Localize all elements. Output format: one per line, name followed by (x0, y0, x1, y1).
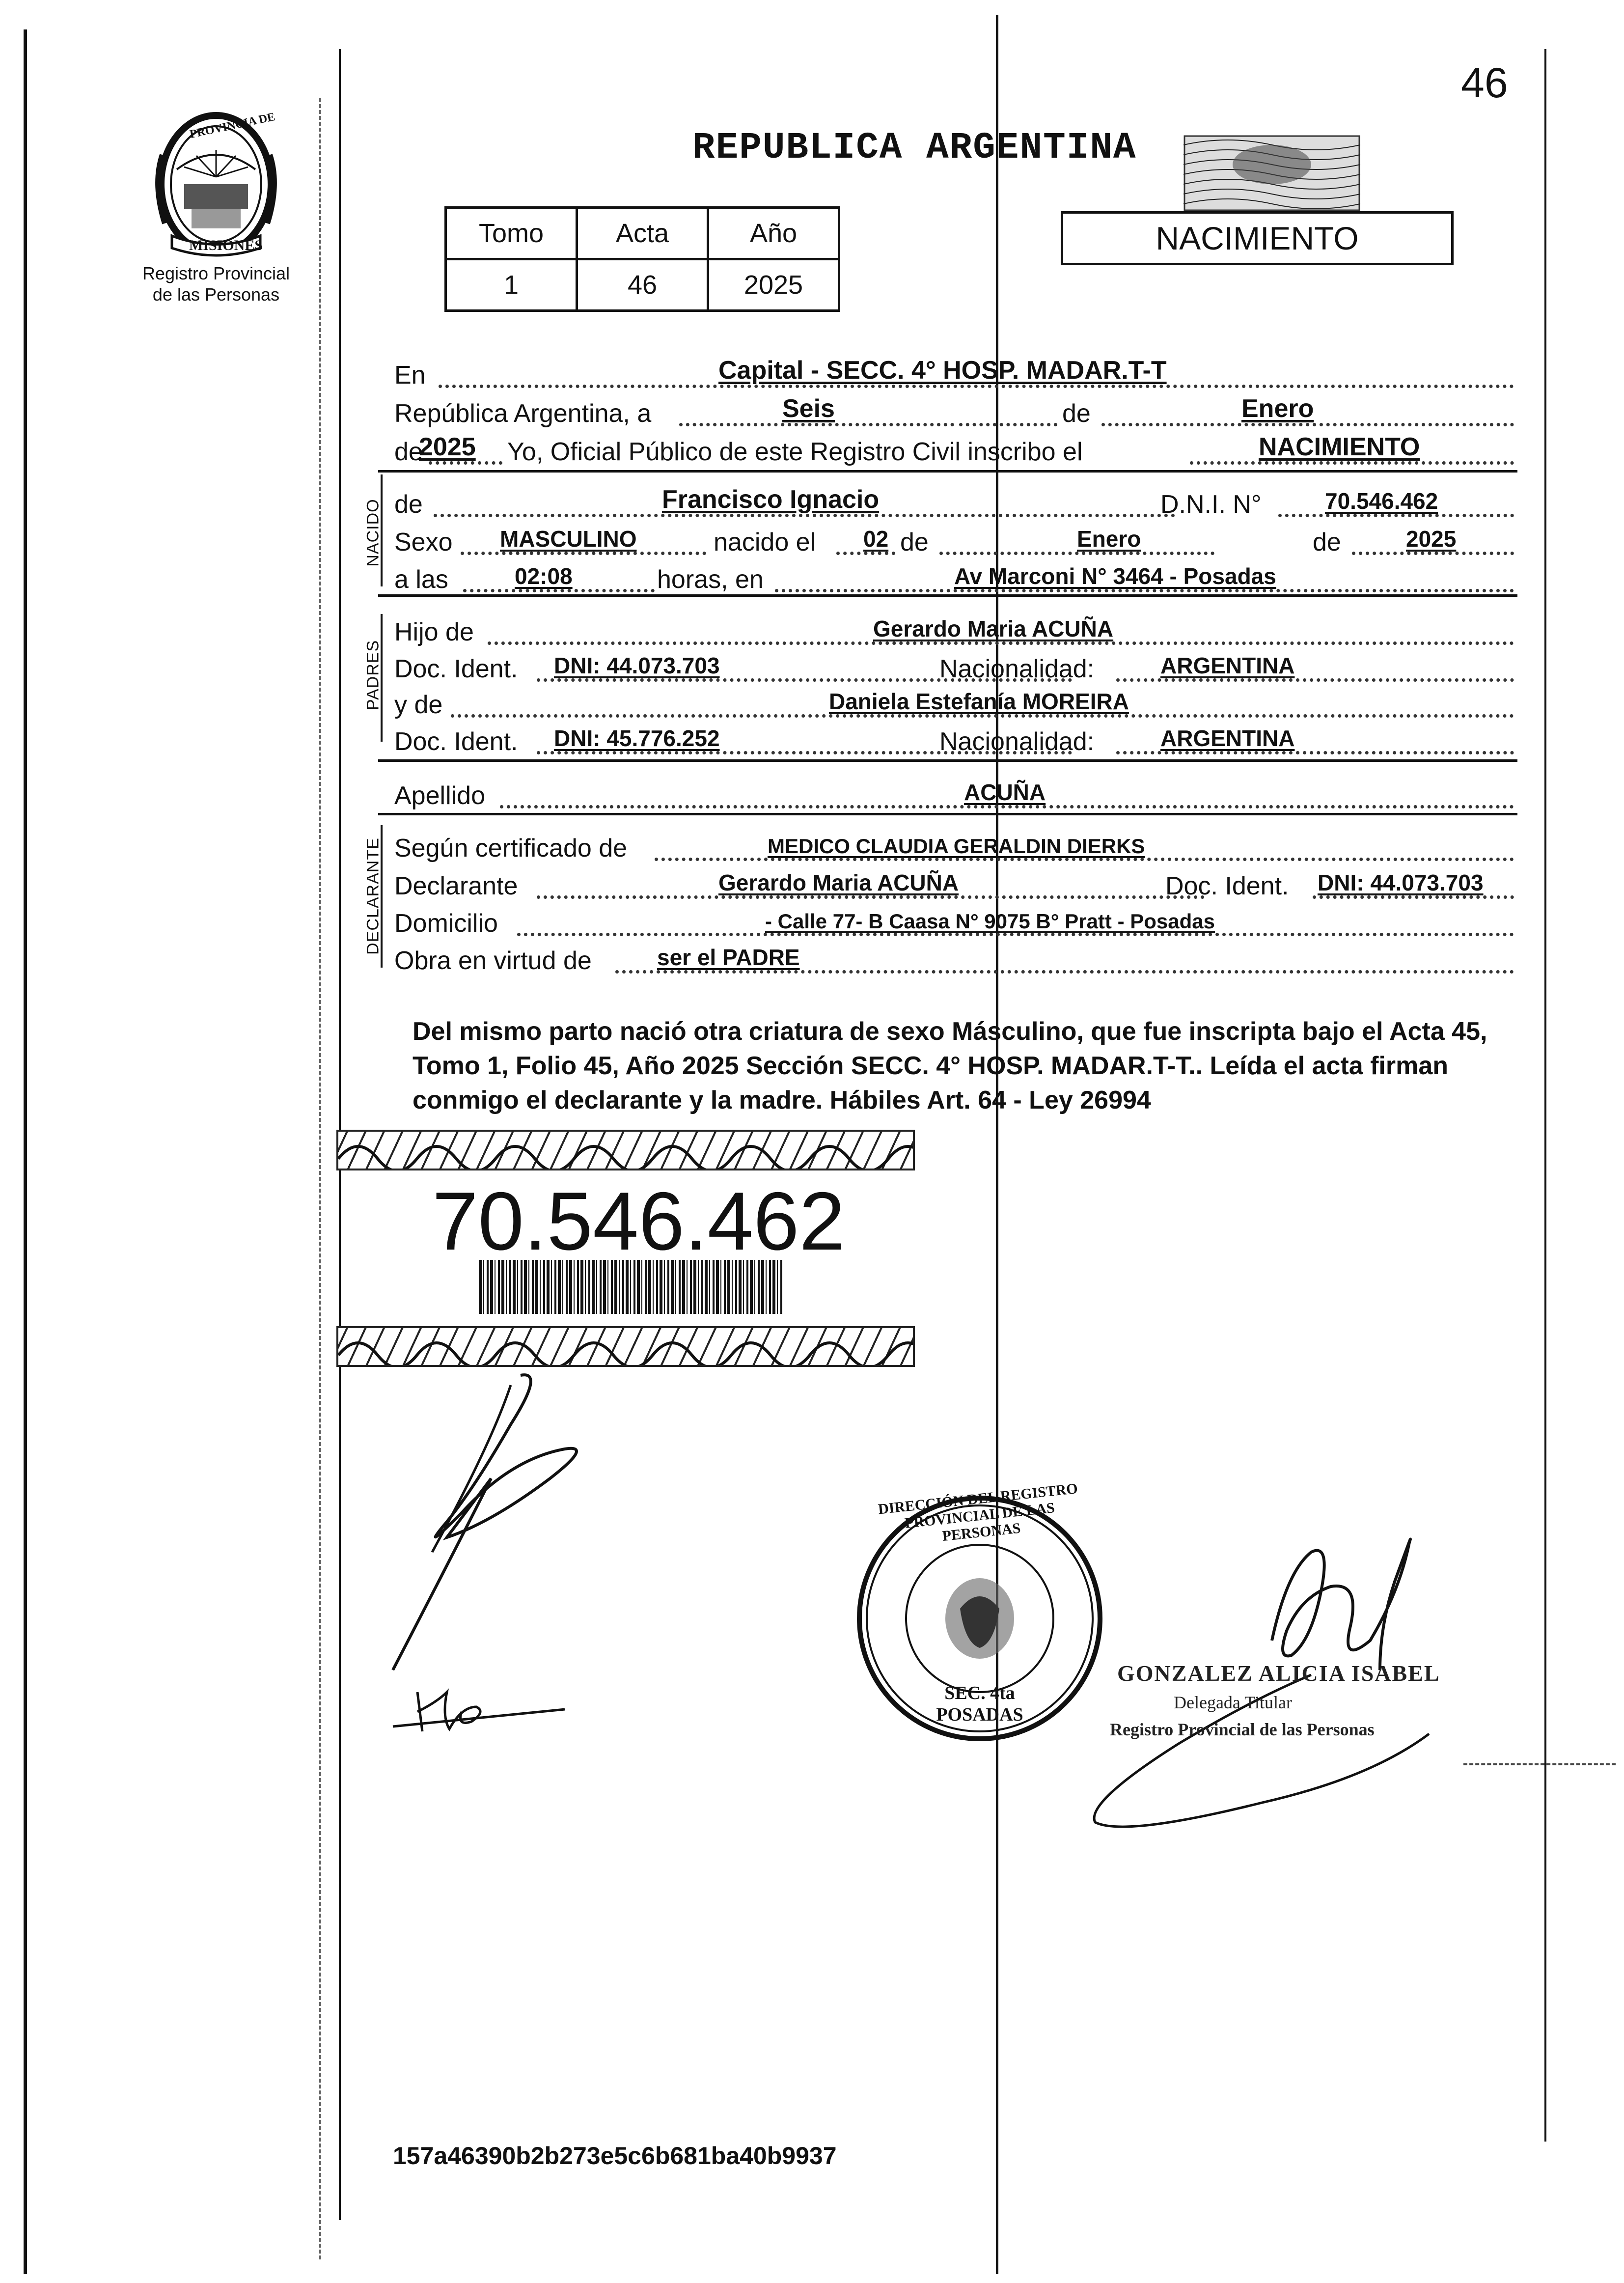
declarante-doc-value: DNI: 44.073.703 (1318, 870, 1484, 895)
madre-nac-label: Nacionalidad: (939, 727, 1095, 756)
y-de-label: y de (394, 691, 443, 719)
acta-header: Acta (577, 208, 708, 259)
hologram-pattern-icon (1184, 135, 1360, 211)
dni-label: D.N.I. N° (1160, 490, 1262, 519)
official-title: Delegada Titular (1174, 1693, 1292, 1712)
registry-line-1: Registro Provincial (142, 263, 290, 283)
month-value: Enero (1241, 394, 1314, 423)
de1-label: de (900, 528, 929, 557)
row-nacido-hora (394, 559, 1514, 594)
inscribe-value: NACIMIENTO (1259, 433, 1420, 461)
row-inscribe (394, 431, 1514, 467)
sexo-label: Sexo (394, 528, 453, 557)
certificado-value: MEDICO CLAUDIA GERALDIN DIERKS (768, 835, 1145, 858)
row-nacido-nombre (394, 484, 1514, 519)
a-las-label: a las (394, 565, 448, 594)
official-name: GONZALEZ ALICIA ISABEL (1117, 1661, 1440, 1686)
domicilio-label: Domicilio (394, 909, 498, 938)
en-label: En (394, 361, 426, 390)
birth-place-value: Av Marconi N° 3464 - Posadas (954, 563, 1276, 589)
mother-name-value: Daniela Estefanía MOREIRA (829, 689, 1129, 714)
mother-nationality-value: ARGENTINA (1160, 725, 1295, 751)
dashed-trail (1463, 1763, 1616, 1765)
fold-line (996, 15, 998, 2274)
acta-value: 46 (577, 259, 708, 311)
record-table-value-row (446, 259, 839, 311)
madre-doc-label: Doc. Ident. (394, 727, 518, 756)
mother-doc-value: DNI: 45.776.252 (554, 725, 720, 751)
declarante-doc-label: Doc. Ident. (1165, 872, 1289, 900)
padre-nac-label: Nacionalidad: (939, 655, 1095, 683)
wave-pattern-icon (338, 1328, 913, 1365)
republica-label: República Argentina, a (394, 399, 652, 428)
tomo-header: Tomo (446, 208, 577, 259)
observations-text: Del mismo parto nació otra criatura de sexo Másculino, que fue inscripta bajo el Acta 45, Tomo 1, Folio 45, Año 2025 Sección SECC. 4° HOSP. MADAR.T-T.. Leída el acta firman conmigo el declarante y la madre. Hábiles Art. 64 - Ley 26994 (413, 1017, 1487, 1114)
barcode (479, 1260, 783, 1314)
row-apellido (394, 775, 1514, 810)
registry-line-2: de las Personas (152, 284, 280, 305)
year-value: 2025 (419, 433, 476, 461)
de-month-label: de (1062, 399, 1091, 428)
row-madre-doc (394, 721, 1514, 756)
tomo-value: 1 (446, 259, 577, 311)
en-value: Capital - SECC. 4° HOSP. MADAR.T-T (718, 356, 1167, 385)
anio-header: Año (708, 208, 839, 259)
logo-text-bottom: MISIONES (189, 237, 263, 253)
section-divider-4 (378, 813, 1517, 815)
nacido-el-label: nacido el (714, 528, 816, 557)
declarante-side-label: DECLARANTE (363, 837, 383, 955)
document-type-box: NACIMIENTO (1061, 211, 1454, 265)
nacido-side-label: NACIDO (363, 499, 383, 567)
row-certificado (394, 828, 1514, 863)
declarant-signature (363, 1365, 638, 1709)
row-hijo-de (394, 612, 1514, 647)
row-domicilio (394, 903, 1514, 938)
row-fecha (394, 393, 1514, 428)
record-reference-table (444, 206, 840, 312)
birth-time-value: 02:08 (515, 563, 573, 589)
father-nationality-value: ARGENTINA (1160, 653, 1295, 678)
mother-signature (388, 1682, 575, 1736)
declarante-value: Gerardo Maria ACUÑA (718, 870, 959, 895)
father-name-value: Gerardo Maria ACUÑA (873, 616, 1114, 641)
apellido-label: Apellido (394, 781, 486, 810)
security-band-top (336, 1130, 915, 1170)
row-y-de (394, 684, 1514, 720)
seal-ring-text: DIRECCIÓN DEL REGISTRO PROVINCIAL DE LAS PERSONAS (877, 1480, 1079, 1545)
official-office: Registro Provincial de las Personas (1110, 1720, 1375, 1739)
section-divider-3 (378, 759, 1517, 762)
obra-label: Obra en virtud de (394, 947, 592, 975)
padre-doc-label: Doc. Ident. (394, 655, 518, 683)
certificado-label: Según certificado de (394, 834, 628, 863)
row-en (394, 355, 1514, 390)
document-title: REPUBLICA ARGENTINA (692, 127, 1137, 169)
row-nacido-sexo (394, 522, 1514, 557)
birth-month-value: Enero (1077, 526, 1141, 552)
logo-text-top: PROVINCIA DE (189, 110, 276, 141)
father-doc-value: DNI: 44.073.703 (554, 653, 720, 678)
section-divider-2 (378, 594, 1517, 597)
wave-pattern-icon (338, 1132, 913, 1169)
declarante-label: Declarante (394, 872, 518, 900)
perforation-line (319, 98, 321, 2259)
nacido-de-label: de (394, 490, 423, 519)
security-hologram (1184, 135, 1360, 211)
sexo-value: MASCULINO (500, 526, 637, 552)
horas-en-label: horas, en (657, 565, 764, 594)
document-hash: 157a46390b2b273e5c6b681ba40b9937 (393, 2142, 837, 2170)
registry-caption (118, 263, 314, 305)
de2-label: de (1313, 528, 1341, 557)
day-value: Seis (782, 394, 835, 423)
domicilio-value: - Calle 77- B Caasa N° 9075 B° Pratt - Posadas (765, 910, 1215, 933)
province-logo (142, 111, 290, 258)
left-margin-line (24, 29, 27, 2274)
hijo-de-label: Hijo de (394, 618, 474, 646)
section-divider-1 (378, 470, 1517, 473)
page-number: 46 (1461, 59, 1508, 107)
yo-text: Yo, Oficial Público de este Registro Civil inscribo el (507, 438, 1083, 466)
obra-value: ser el PADRE (657, 945, 800, 970)
anio-value: 2025 (708, 259, 839, 311)
child-name-value: Francisco Ignacio (662, 485, 880, 514)
de-year-label: de (394, 438, 423, 466)
padres-side-label: PADRES (363, 640, 383, 711)
record-table-header-row (446, 208, 839, 259)
child-dni-value: 70.546.462 (1325, 488, 1438, 514)
security-band-bottom (336, 1326, 915, 1367)
birth-day-value: 02 (863, 526, 889, 552)
row-padre-doc (394, 648, 1514, 684)
barcode-icon (479, 1260, 783, 1314)
seal-center-text: SEC. 4ta POSADAS (936, 1683, 1023, 1725)
birth-year-value: 2025 (1406, 526, 1457, 552)
right-margin-line (1544, 49, 1546, 2142)
apellido-value: ACUÑA (964, 780, 1046, 805)
row-declarante (394, 865, 1514, 901)
barcode-number: 70.546.462 (432, 1175, 845, 1267)
row-obra (394, 940, 1514, 975)
